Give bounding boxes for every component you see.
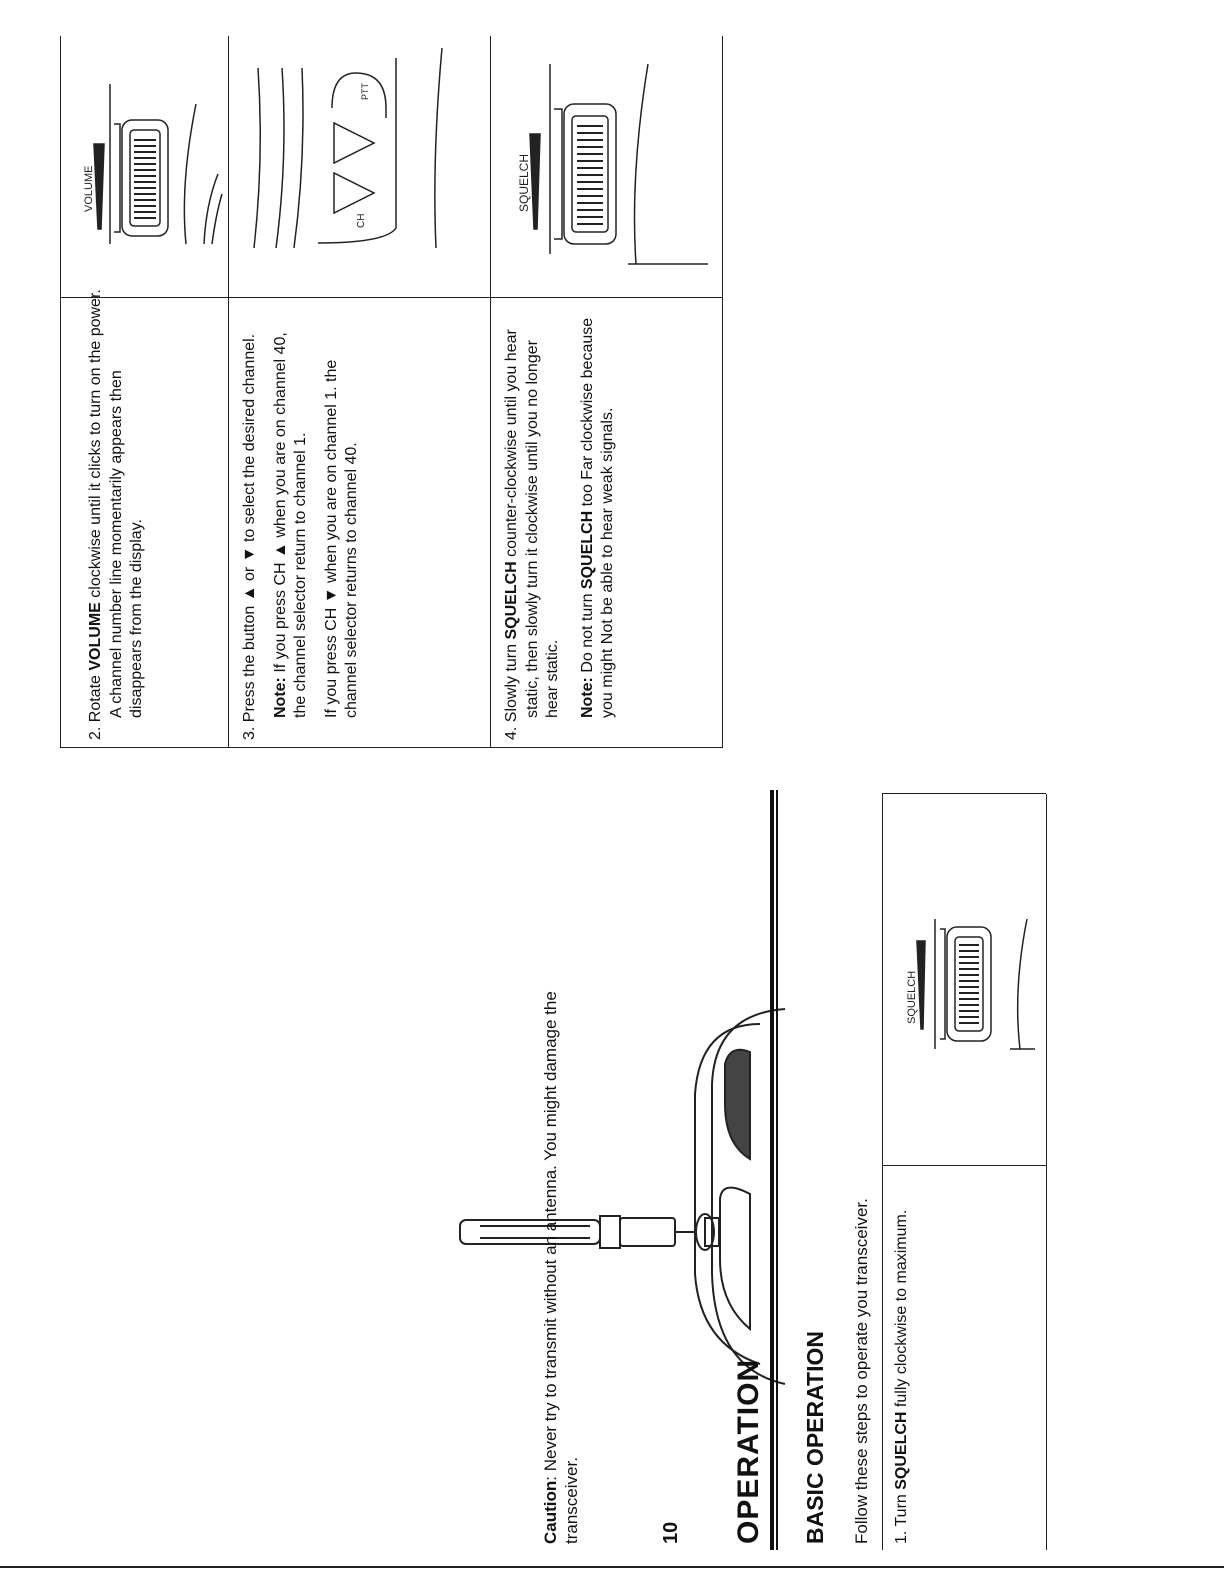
section-title-underline-thin [776,790,778,1550]
step4-note-suffix: too Far clockwise because you might Not be able to hear weak signals. [578,317,616,718]
step1-figure-label: SQUELCH [906,970,918,1024]
step2-bold: VOLUME [87,602,104,671]
step4-note [578,308,619,740]
right-table-line-1 [60,36,61,748]
step1-table-right [882,793,1046,794]
step4-prefix: 4. Slowly turn [503,639,520,740]
caution-label: Caution [541,1480,560,1544]
step3-text [240,308,373,740]
step1-suffix: fully clockwise to maximum. [893,1209,910,1412]
step1-bold: SQUELCH [893,1411,910,1490]
step1-table-bottom [1046,794,1047,1550]
step3-note-label: Note: [271,677,289,718]
step3-figure-ch: CH [356,213,367,228]
step3-main: 3. Press the button ▲ or ▼ to select the desired channel. [241,333,258,740]
step4-figure-label: SQUELCH [517,153,531,212]
right-table-divider [60,297,722,298]
step1-text [892,1162,913,1544]
step3-note2: If you press CH ▼ when you are on channel 1. the channel selector returns to channel 40. [322,359,360,718]
step2-suffix: clockwise until it clicks to turn on the power. A channel number line momentarily appears then disappears from the display. [87,289,145,718]
step3-figure-ptt: PTT [360,83,370,100]
step4-bold: SQUELCH [503,561,520,640]
right-table-left [60,747,722,748]
right-table-line-4 [722,36,723,748]
step4-suffix: counter-clockwise until you hear static, then slowly turn it clockwise until you no longer hear static. [503,329,561,718]
channel-buttons-illustration [236,38,486,288]
section-title: OPERATION [732,1358,765,1544]
step1-prefix: 1. Turn [893,1489,910,1544]
volume-knob-illustration [66,44,226,284]
caution-body: : Never try to transmit without an antenna. You might damage the transceiver. [541,991,581,1544]
step4-note-bold: SQUELCH [578,510,596,590]
right-table-line-3 [490,36,491,748]
step2-prefix: 2. Rotate [87,670,104,740]
page-number: 10 [660,1521,682,1544]
step4-note-prefix: Do not turn [578,589,596,678]
step4-note-label: Note: [578,677,596,718]
step1-table-top [882,794,883,1550]
section-title-underline [770,790,774,1550]
scan-edge-line [0,1566,1224,1568]
right-table-line-2 [228,36,229,748]
step3-note-text: If you press CH ▲ when you are on channel 40, the channel selector return to channel 1. [271,332,309,718]
squelch-knob-illustration-large [498,44,718,284]
step2-figure-label: VOLUME [83,165,95,212]
intro-text: Follow these steps to operate you transceiver. [852,1198,871,1544]
step3-note [271,308,312,740]
step4-text [502,308,629,740]
caution-text [540,984,582,1544]
squelch-knob-illustration [885,909,1045,1059]
subsection-title: BASIC OPERATION [802,1331,828,1544]
step2-text [86,288,148,740]
